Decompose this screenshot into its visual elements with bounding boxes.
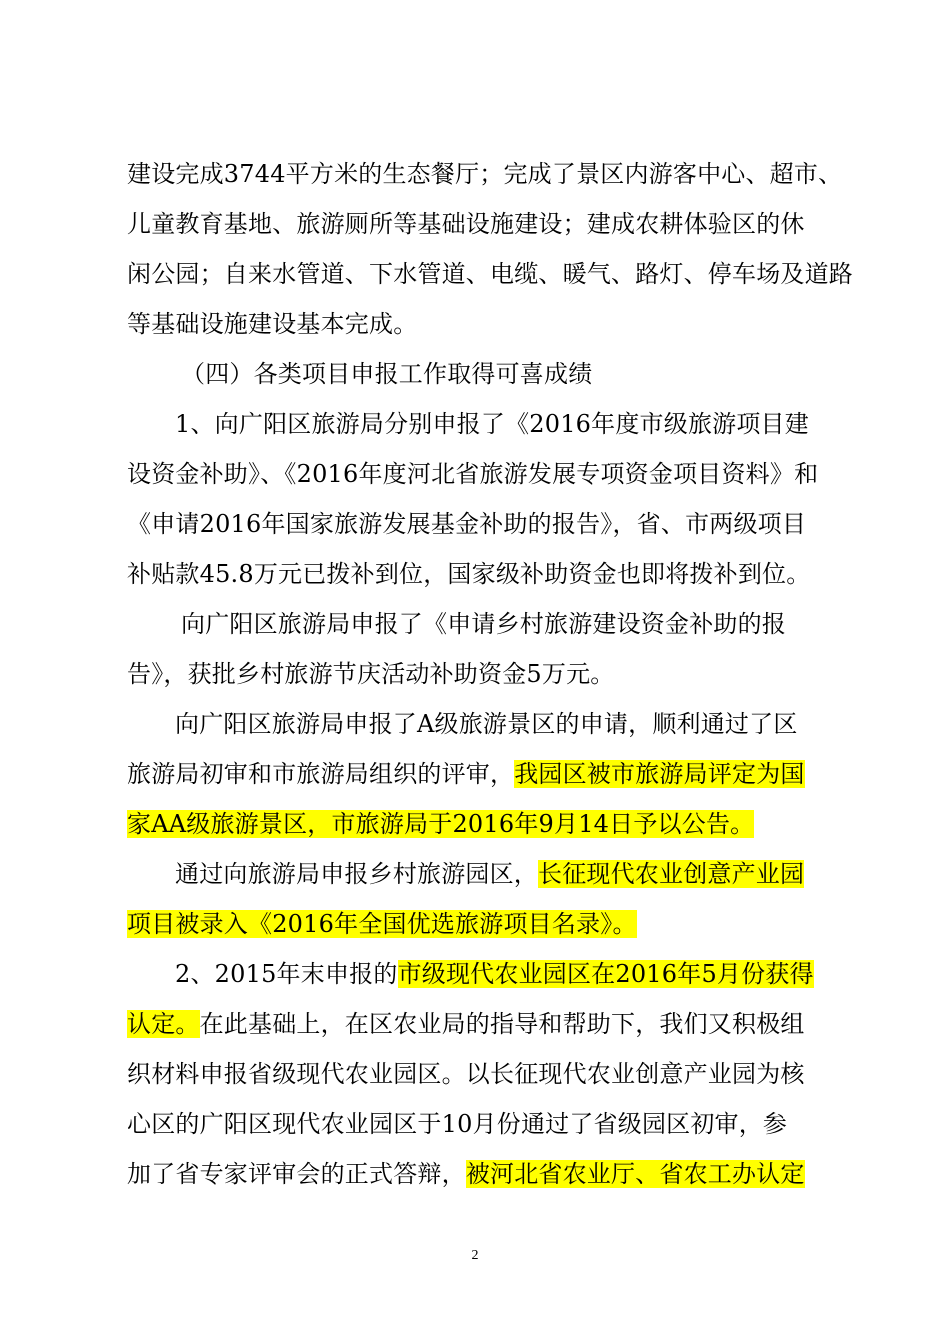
highlighted-text: 市级现代农业园区在2016年5月份获得 <box>397 960 814 988</box>
body-line: 儿童教育基地、旅游厕所等基础设施建设；建成农耕体验区的休 <box>127 210 805 238</box>
body-line: 加了省专家评审会的正式答辩，被河北省农业厅、省农工办认定 <box>127 1160 805 1188</box>
body-line: 向广阳区旅游局申报了《申请乡村旅游建设资金补助的报 <box>181 610 786 638</box>
body-line: 旅游局初审和市旅游局组织的评审，我园区被市旅游局评定为国 <box>127 760 805 788</box>
body-line: 等基础设施建设基本完成。 <box>127 310 418 338</box>
body-line: 《申请2016年国家旅游发展基金补助的报告》，省、市两级项目 <box>127 510 807 538</box>
body-line: 告》，获批乡村旅游节庆活动补助资金5万元。 <box>127 660 615 688</box>
section-heading: （四）各类项目申报工作取得可喜成绩 <box>181 360 593 388</box>
highlighted-text: 长征现代农业创意产业园 <box>538 860 805 888</box>
body-line: 闲公园；自来水管道、下水管道、电缆、暖气、路灯、停车场及道路 <box>127 260 853 288</box>
body-line: 认定。在此基础上，在区农业局的指导和帮助下，我们又积极组 <box>127 1010 805 1038</box>
body-line: 补贴款45.8万元已拨补到位，国家级补助资金也即将拨补到位。 <box>127 560 811 588</box>
body-line: 通过向旅游局申报乡村旅游园区，长征现代农业创意产业园 <box>175 860 805 888</box>
body-line: 1、向广阳区旅游局分别申报了《2016年度市级旅游项目建 <box>175 410 809 438</box>
highlighted-text: 项目被录入《2016年全国优选旅游项目名录》。 <box>127 910 637 938</box>
body-line: 2、2015年末申报的市级现代农业园区在2016年5月份获得 <box>175 960 814 988</box>
page-number: 2 <box>471 1248 479 1263</box>
body-line: 织材料申报省级现代农业园区。以长征现代农业创意产业园为核 <box>127 1060 805 1088</box>
highlighted-text: 我园区被市旅游局评定为国 <box>514 760 805 788</box>
highlighted-text: 被河北省农业厅、省农工办认定 <box>465 1160 805 1188</box>
highlighted-text: 认定。 <box>127 1010 200 1038</box>
body-line: 心区的广阳区现代农业园区于10月份通过了省级园区初审，参 <box>127 1110 788 1138</box>
body-line <box>127 907 637 941</box>
body-line: 建设完成3744平方米的生态餐厅；完成了景区内游客中心、超市、 <box>127 160 843 188</box>
highlighted-text: 家AA级旅游景区，市旅游局于2016年9月14日予以公告。 <box>127 810 755 838</box>
body-line: 向广阳区旅游局申报了A级旅游景区的申请，顺利通过了区 <box>175 710 798 738</box>
body-line <box>127 807 754 841</box>
body-line: 设资金补助》、《2016年度河北省旅游发展专项资金项目资料》和 <box>127 460 819 488</box>
